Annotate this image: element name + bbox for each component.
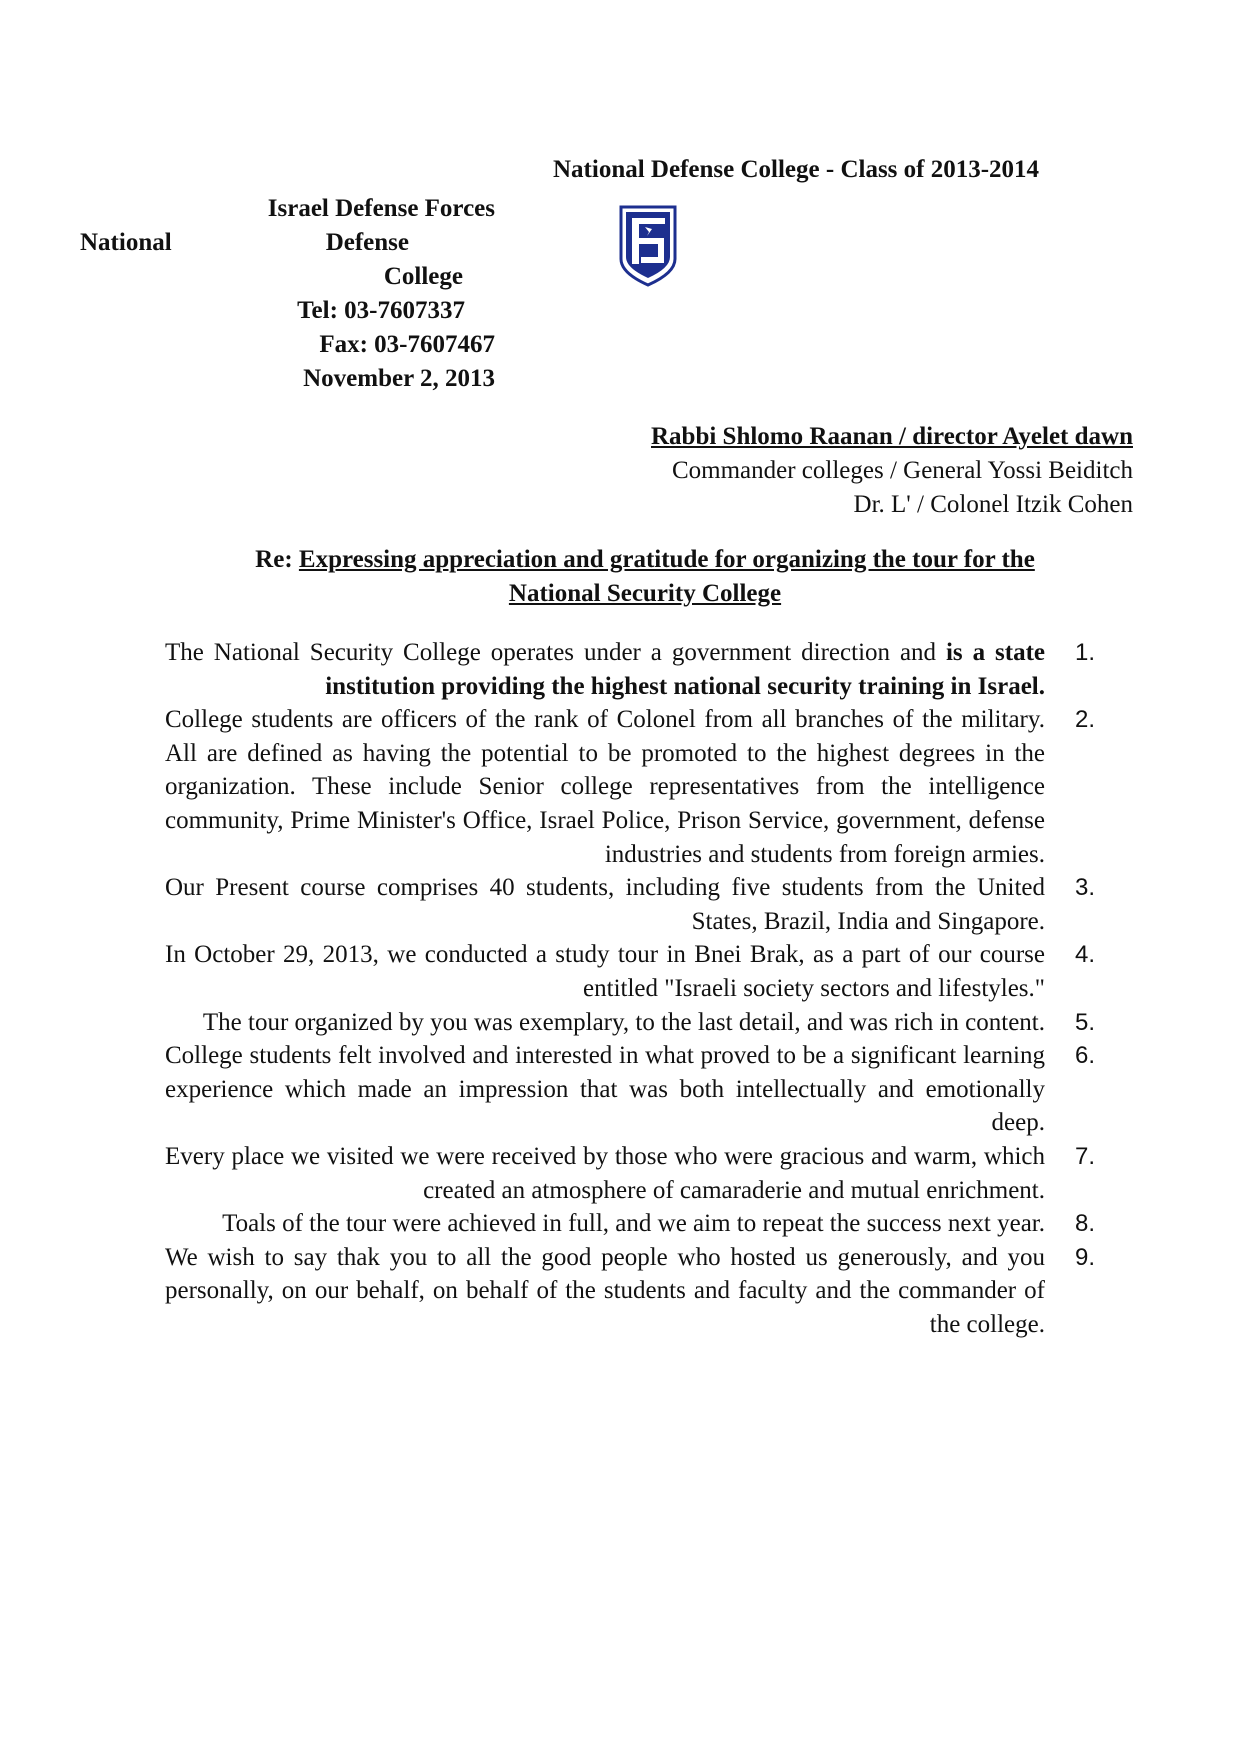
list-item-text: In October 29, 2013, we conducted a study tour in Bnei Brak, as a part of our course entitled "Israeli society sectors and lifestyles." xyxy=(165,941,1045,1002)
list-item xyxy=(165,636,1095,703)
subject-title-line-2: National Security College xyxy=(508,580,782,607)
list-item xyxy=(165,1006,1095,1040)
list-item-text: The National Security College operates under a government direction and is a state institution providing the highest national security training in Israel. xyxy=(165,639,1045,700)
list-item-text: The tour organized by you was exemplary, to the last detail, and was rich in content. xyxy=(202,1008,1045,1036)
sender-college-name-left: National xyxy=(80,229,172,256)
list-item xyxy=(165,938,1095,1005)
recipient-line-1: Rabbi Shlomo Raanan / director Ayelet dawn xyxy=(651,423,1133,450)
sender-fax: Fax: 03-7607467 xyxy=(319,331,495,358)
list-item xyxy=(165,1140,1095,1207)
sender-college-name xyxy=(80,226,495,260)
recipients-block xyxy=(651,420,1133,522)
sender-tel: Tel: 03-7607337 xyxy=(297,297,465,324)
list-item-text: We wish to say thak you to all the good people who hosted us generously, and you personally, on our behalf, on behalf of the students and faculty and the commander of the college. xyxy=(165,1243,1045,1338)
sender-college-name-right: Defense xyxy=(325,229,409,256)
subject-title-line-1: Expressing appreciation and gratitude for organizing the tour for the xyxy=(298,546,1035,573)
list-item-text: Toals of the tour were achieved in full, and we aim to repeat the success next year. xyxy=(222,1210,1045,1238)
list-item xyxy=(165,1241,1095,1342)
list-item-number: 4. xyxy=(1074,941,1095,969)
list-item-text: Every place we visited we were received by those who were gracious and warm, which created an atmosphere of camaraderie and mutual enrichment. xyxy=(165,1142,1045,1204)
list-item-number: 1. xyxy=(1074,639,1095,666)
college-class-header: National Defense College - Class of 2013-2014 xyxy=(553,156,1040,183)
list-item-number: 5. xyxy=(1074,1008,1095,1036)
list-item xyxy=(165,1207,1095,1241)
letter-date: November 2, 2013 xyxy=(303,365,495,392)
list-item-text: College students felt involved and interested in what proved to be a significant learning experience which made an impression that was both intellectually and emotionally deep. xyxy=(165,1042,1045,1137)
sender-block xyxy=(80,192,495,396)
list-item-number: 8. xyxy=(1074,1210,1095,1238)
subject-prefix: Re: xyxy=(255,546,293,573)
list-item-bold-text: is a state institution providing the highest national security training in Israel. xyxy=(325,639,1045,700)
list-item-text: College students are officers of the rank of Colonel from all branches of the military. All are defined as having the potential to be promoted to the highest degrees in the organization. These include Senior college representatives from the intelligence community, Prime Minister's Office, Israel Police, Prison Service, government, defense industries and students from foreign armies. xyxy=(165,706,1045,868)
numbered-list xyxy=(165,636,1095,1341)
list-item-number: 6. xyxy=(1074,1042,1095,1070)
subject-line xyxy=(150,543,1140,611)
list-item xyxy=(165,1039,1095,1140)
sender-org: Israel Defense Forces xyxy=(267,195,495,222)
list-item-number: 3. xyxy=(1074,874,1095,902)
list-item-number: 7. xyxy=(1074,1142,1095,1170)
list-item-number: 2. xyxy=(1074,706,1095,734)
sender-college-word: College xyxy=(383,263,463,290)
list-item xyxy=(165,703,1095,871)
recipient-line-3: Dr. L' / Colonel Itzik Cohen xyxy=(853,491,1133,518)
list-item xyxy=(165,871,1095,938)
college-emblem-shield-icon xyxy=(619,205,677,287)
list-item-number: 9. xyxy=(1074,1243,1095,1271)
recipient-line-2: Commander colleges / General Yossi Beiditch xyxy=(671,457,1133,484)
list-item-text: Our Present course comprises 40 students, including five students from the United States, Brazil, India and Singapore. xyxy=(165,874,1045,935)
